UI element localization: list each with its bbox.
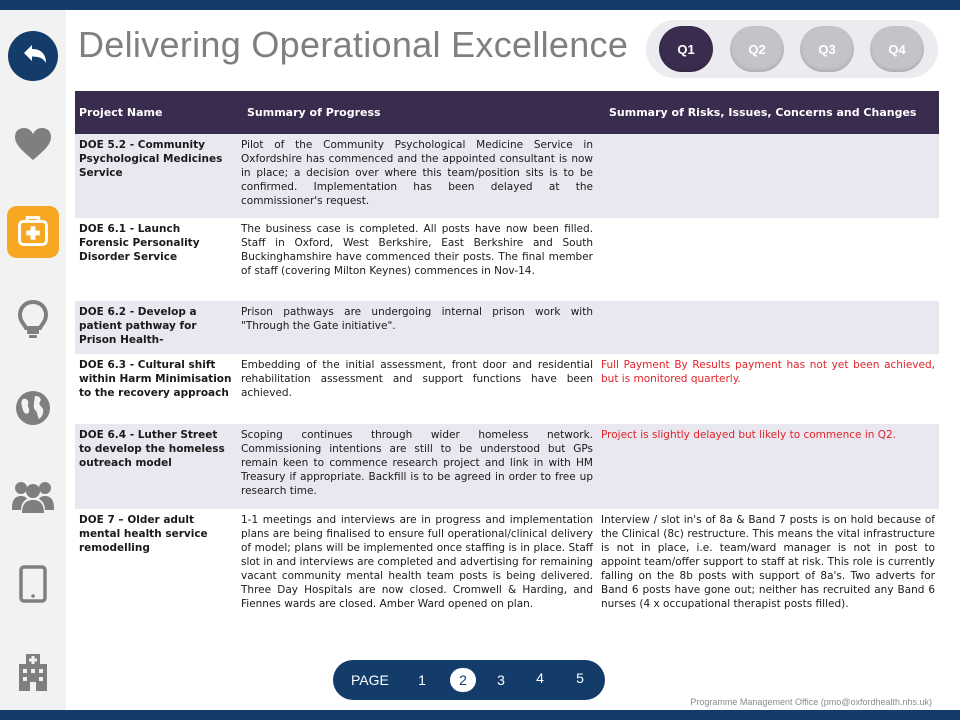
progress-cell: Scoping continues through wider homeless network. Commissioning intentions are still to be understood but GPs remain keen to commence research project and link in with HM Treasury if appropriate. Backfill is to be agreed in order to free up research time. <box>237 424 597 509</box>
risks-cell: Interview / slot in's of 8a & Band 7 posts is on hold because of the Clinical (8c) restructure. This means the vital infrastructure is not in place, i.e. team/ward manager is not in post to appoint team/offer support to staff at risk. This role is currently falling on the 8b posts with support of 8a's. Two adverts for Band 6 posts have gone out; neither has recruited any Band 6 nurses (4 x occupational therapist posts filled). <box>597 509 939 649</box>
page-2-button[interactable]: 2 <box>450 668 476 692</box>
medical-kit-icon <box>7 205 59 259</box>
risks-cell: Full Payment By Results payment has not yet been achieved, but is monitored quarterly. <box>597 354 939 424</box>
table-row <box>75 301 939 354</box>
heart-icon <box>13 126 53 162</box>
page-title: Delivering Operational Excellence <box>78 24 629 65</box>
table-row <box>75 354 939 424</box>
page-4-button[interactable]: 4 <box>536 670 544 686</box>
header-summary-risks: Summary of Risks, Issues, Concerns and Changes <box>597 91 939 134</box>
sidebar-item-heart[interactable] <box>7 118 59 170</box>
table-row <box>75 134 939 218</box>
quarter-q4-button[interactable]: Q4 <box>870 26 924 72</box>
back-button[interactable] <box>7 30 59 82</box>
projects-table-container <box>75 91 939 649</box>
bottom-bar <box>0 710 960 720</box>
quarter-selector <box>646 20 938 78</box>
lightbulb-icon <box>18 300 48 340</box>
table-row <box>75 218 939 301</box>
project-name-cell: DOE 6.1 - Launch Forensic Personality Disorder Service <box>75 218 237 301</box>
tablet-icon <box>19 565 47 603</box>
sidebar-item-hospital[interactable] <box>7 646 59 698</box>
sidebar-item-medical[interactable] <box>7 206 59 258</box>
top-bar <box>0 0 960 10</box>
project-name-cell: DOE 6.3 - Cultural shift within Harm Minimisation to the recovery approach <box>75 354 237 424</box>
sidebar-item-globe[interactable] <box>7 382 59 434</box>
page-5-button[interactable]: 5 <box>576 670 584 686</box>
progress-cell: Prison pathways are undergoing internal prison work with "Through the Gate initiative". <box>237 301 597 354</box>
quarter-q3-button[interactable]: Q3 <box>800 26 854 72</box>
page-3-button[interactable]: 3 <box>497 672 505 688</box>
progress-cell: 1-1 meetings and interviews are in progress and implementation plans are being finalised to ensure full operational/clinical delivery of model; plans will be implemented once staffing is in place. Staff slot in and interviews are completed and advertising for remaining vacant community mental health team posts is being delivered. Three Day Hospitals are now closed. Cromwell & Harding, and Fiennes wards are closed. Amber Ward opened on plan. <box>237 509 597 649</box>
sidebar-item-ideas[interactable] <box>7 294 59 346</box>
quarter-q1-button[interactable]: Q1 <box>659 26 713 72</box>
risks-cell <box>597 218 939 301</box>
table-header-row <box>75 91 939 134</box>
table-row <box>75 424 939 509</box>
pager-label: PAGE <box>351 672 389 688</box>
page-1-button[interactable]: 1 <box>418 672 426 688</box>
progress-cell: The business case is completed. All posts have now been filled. Staff in Oxford, West Berkshire, East Berkshire and South Buckinghamshire have commenced their posts. The final member of staff (covering Milton Keynes) commences in Nov-14. <box>237 218 597 301</box>
progress-cell: Pilot of the Community Psychological Medicine Service in Oxfordshire has commenced and the appointed consultant is now in place; a decision over where this team/position sits is to be confirmed. Implementation has been delayed at the commissioner's request. <box>237 134 597 218</box>
quarter-q2-button[interactable]: Q2 <box>730 26 784 72</box>
project-name-cell: DOE 6.4 - Luther Street to develop the homeless outreach model <box>75 424 237 509</box>
risks-cell <box>597 134 939 218</box>
risks-cell <box>597 301 939 354</box>
header-project-name: Project Name <box>75 91 237 134</box>
sidebar-item-people[interactable] <box>7 470 59 522</box>
projects-table <box>75 91 939 649</box>
back-arrow-icon <box>7 30 59 82</box>
globe-icon <box>15 390 51 426</box>
people-icon <box>11 478 55 514</box>
project-name-cell: DOE 7 – Older adult mental health service remodelling <box>75 509 237 649</box>
project-name-cell: DOE 6.2 - Develop a patient pathway for Prison Health- <box>75 301 237 354</box>
project-name-cell: DOE 5.2 - Community Psychological Medicines Service <box>75 134 237 218</box>
header-summary-progress: Summary of Progress <box>237 91 597 134</box>
sidebar-item-tablet[interactable] <box>7 558 59 610</box>
sidebar <box>0 10 66 710</box>
progress-cell: Embedding of the initial assessment, front door and residential rehabilitation assessment and support functions have been achieved. <box>237 354 597 424</box>
pagination <box>333 660 605 700</box>
footer-contact: Programme Management Office (pmo@oxfordhealth.nhs.uk) <box>690 697 932 707</box>
risks-cell: Project is slightly delayed but likely to commence in Q2. <box>597 424 939 509</box>
table-row <box>75 509 939 649</box>
hospital-icon <box>17 652 49 692</box>
